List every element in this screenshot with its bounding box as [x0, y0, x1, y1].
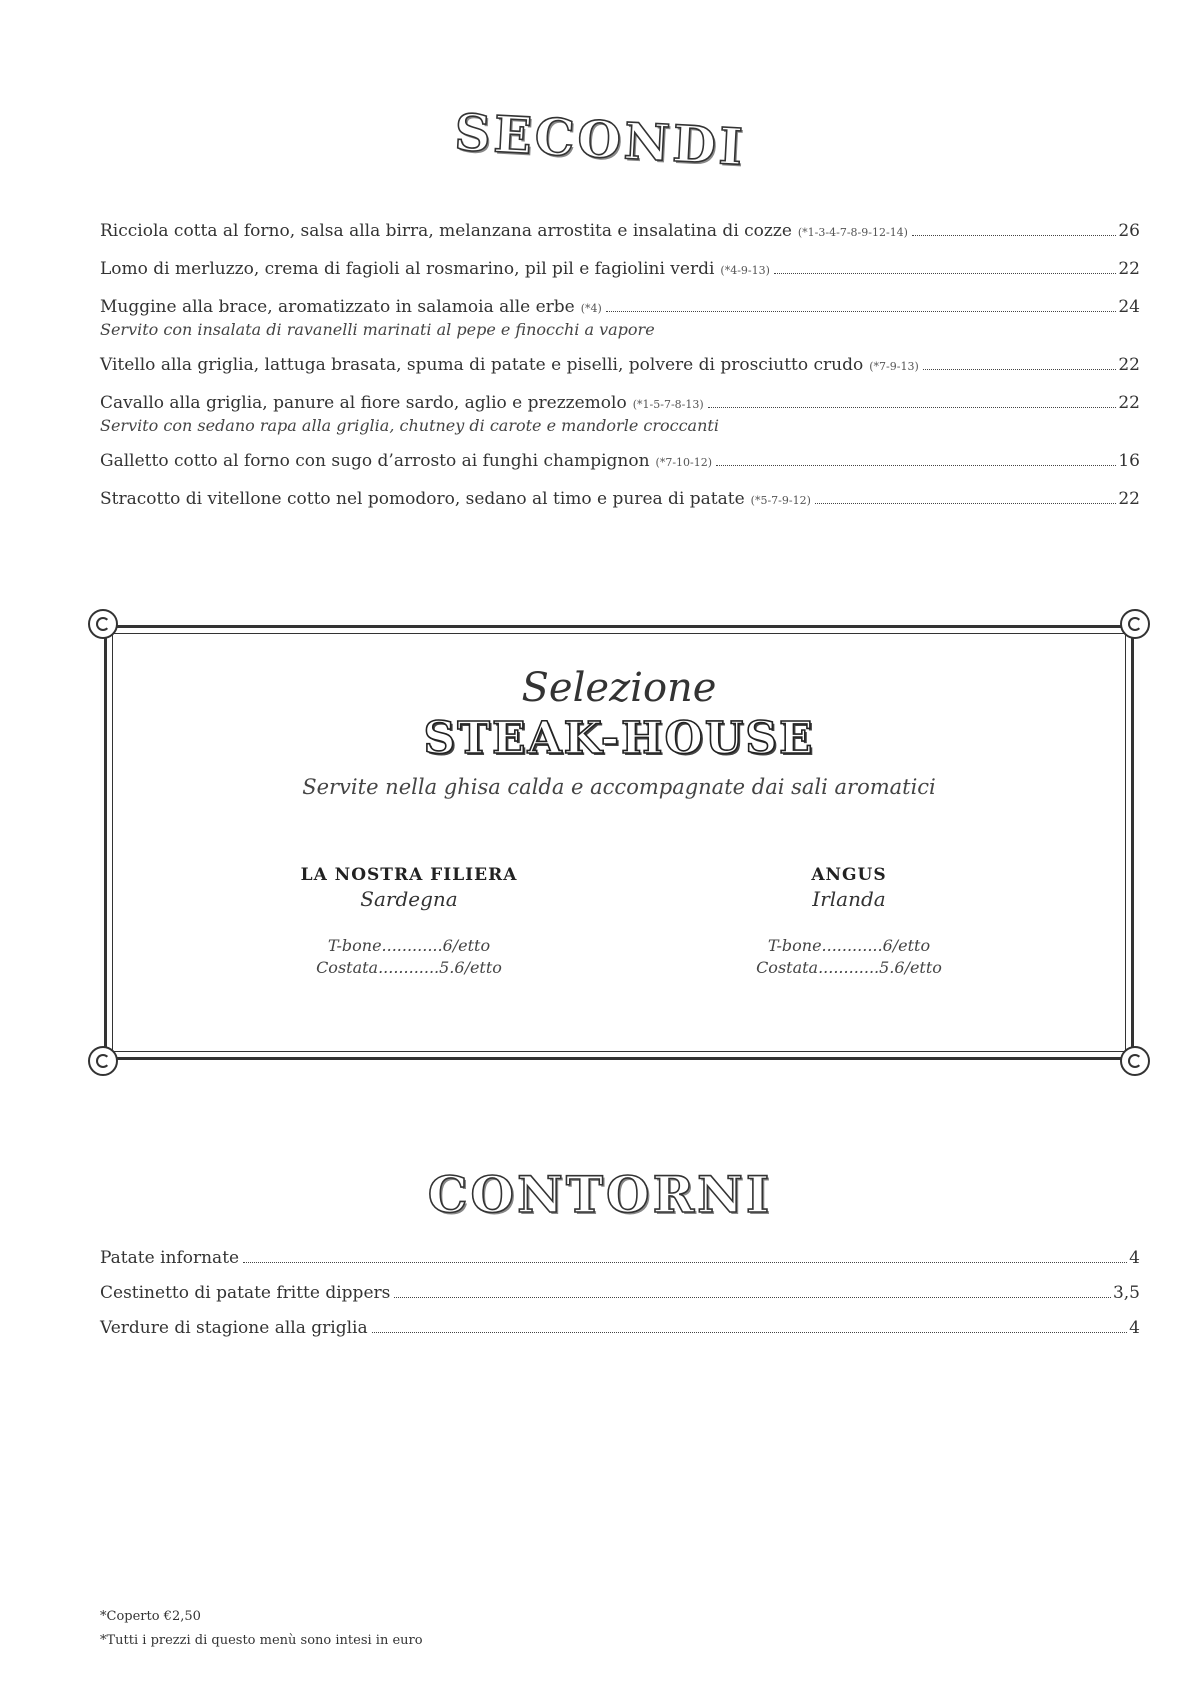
- contorni-title: CONTORNI: [427, 1165, 773, 1224]
- dish-price: 22: [1118, 393, 1140, 413]
- scroll-ornament-icon: [88, 609, 118, 639]
- side-price: 4: [1129, 1318, 1140, 1338]
- menu-item: [100, 450, 1140, 474]
- cut-costata: Costata............5.6/etto: [756, 958, 942, 977]
- steak-column-angus: [689, 865, 1009, 979]
- dish-name: Stracotto di vitellone cotto nel pomodoro, sedano al timo e purea di patate: [100, 489, 745, 509]
- contorni-list: [100, 1247, 1140, 1352]
- dot-leader: [372, 1331, 1128, 1333]
- side-name: Cestinetto di patate fritte dippers: [100, 1283, 391, 1303]
- steak-column-filiera: [249, 865, 569, 979]
- steak-origin-region: Sardegna: [360, 887, 458, 911]
- dish-name: Lomo di merluzzo, crema di fagioli al rosmarino, pil pil e fagiolini verdi: [100, 259, 715, 279]
- dot-leader: [394, 1296, 1111, 1298]
- secondi-list: [100, 220, 1140, 526]
- menu-item: [100, 296, 1140, 340]
- dish-price: 22: [1118, 259, 1140, 279]
- steak-origin-name: LA NOSTRA FILIERA: [300, 865, 518, 885]
- menu-item: [100, 1317, 1140, 1339]
- dot-leader: [606, 310, 1117, 312]
- dot-leader: [708, 406, 1117, 408]
- steakhouse-tagline: Servite nella ghisa calda e accompagnate dai sali aromatici: [302, 775, 936, 799]
- allergen-codes: (*7-9-13): [869, 360, 919, 373]
- menu-item: [100, 1282, 1140, 1304]
- dish-price: 26: [1118, 221, 1140, 241]
- steakhouse-title: STEAK-HOUSE: [423, 713, 815, 764]
- dish-note: Servito con sedano rapa alla griglia, chutney di carote e mandorle croccanti: [100, 416, 719, 435]
- dish-name: Vitello alla griglia, lattuga brasata, spuma di patate e piselli, polvere di prosciutto crudo: [100, 355, 864, 375]
- allergen-codes: (*1-3-4-7-8-9-12-14): [797, 226, 908, 239]
- dish-price: 22: [1118, 489, 1140, 509]
- cut-tbone: T-bone............6/etto: [327, 936, 491, 955]
- dot-leader: [774, 272, 1116, 274]
- side-name: Patate infornate: [100, 1248, 240, 1268]
- dish-price: 16: [1118, 451, 1140, 471]
- menu-item: [100, 1247, 1140, 1269]
- menu-item: [100, 488, 1140, 512]
- dot-leader: [243, 1261, 1127, 1263]
- dish-name: Ricciola cotta al forno, salsa alla birra, melanzana arrostita e insalatina di cozze: [100, 221, 792, 241]
- menu-item: [100, 258, 1140, 282]
- steak-origin-name: ANGUS: [811, 865, 887, 885]
- dot-leader: [912, 234, 1116, 236]
- cut-costata: Costata............5.6/etto: [316, 958, 502, 977]
- steakhouse-frame: [104, 625, 1134, 1060]
- dish-name: Galletto cotto al forno con sugo d’arrosto ai funghi champignon: [100, 451, 650, 471]
- allergen-codes: (*1-5-7-8-13): [632, 398, 704, 411]
- scroll-ornament-icon: [1120, 609, 1150, 639]
- allergen-codes: (*4-9-13): [720, 264, 770, 277]
- dish-name: Muggine alla brace, aromatizzato in salamoia alle erbe: [100, 297, 575, 317]
- menu-item: [100, 392, 1140, 436]
- footer-notes: [100, 1605, 423, 1653]
- scroll-ornament-icon: [1120, 1046, 1150, 1076]
- menu-item: [100, 220, 1140, 244]
- side-price: 4: [1129, 1248, 1140, 1268]
- side-name: Verdure di stagione alla griglia: [100, 1318, 368, 1338]
- dish-name: Cavallo alla griglia, panure al fiore sardo, aglio e prezzemolo: [100, 393, 627, 413]
- dish-note: Servito con insalata di ravanelli marinati al pepe e finocchi a vapore: [100, 320, 655, 339]
- steakhouse-script-heading: Selezione: [521, 665, 717, 711]
- dot-leader: [815, 502, 1116, 504]
- dot-leader: [716, 464, 1116, 466]
- currency-note: *Tutti i prezzi di questo menù sono intesi in euro: [100, 1633, 423, 1648]
- dish-price: 22: [1118, 355, 1140, 375]
- allergen-codes: (*7-10-12): [655, 456, 713, 469]
- scroll-ornament-icon: [88, 1046, 118, 1076]
- allergen-codes: (*4): [580, 302, 602, 315]
- dot-leader: [923, 368, 1117, 370]
- secondi-title: SECONDI: [453, 102, 747, 177]
- steak-origin-region: Irlanda: [812, 887, 886, 911]
- allergen-codes: (*5-7-9-12): [750, 494, 811, 507]
- dish-price: 24: [1118, 297, 1140, 317]
- menu-item: [100, 354, 1140, 378]
- cover-charge-note: *Coperto €2,50: [100, 1609, 201, 1624]
- cut-tbone: T-bone............6/etto: [767, 936, 931, 955]
- side-price: 3,5: [1112, 1283, 1140, 1303]
